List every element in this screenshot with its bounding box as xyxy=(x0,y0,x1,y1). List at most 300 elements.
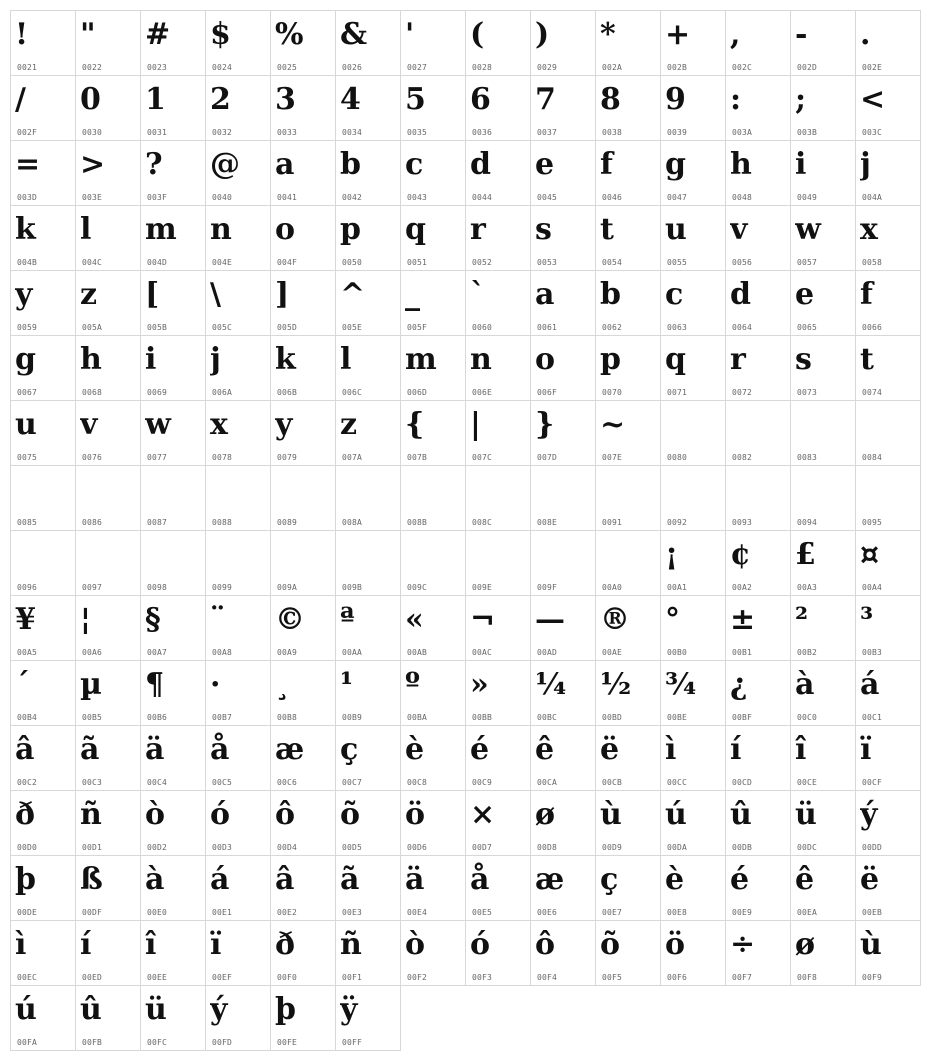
glyph-code-label: 0037 xyxy=(537,128,558,137)
glyph-char xyxy=(730,405,786,449)
glyph-cell xyxy=(270,855,336,921)
glyph-cell xyxy=(10,855,76,921)
glyph-char: ç xyxy=(600,862,619,897)
glyph-cell xyxy=(725,660,791,726)
glyph-code-label: 00FD xyxy=(212,1038,233,1047)
glyph-code-label: 00E3 xyxy=(342,908,363,917)
glyph-char: ã xyxy=(340,862,360,897)
glyph-code-label: 0033 xyxy=(277,128,298,137)
glyph-char: q xyxy=(665,342,686,377)
glyph-cell xyxy=(10,140,76,206)
glyph-cell xyxy=(465,75,531,141)
glyph-char xyxy=(210,470,266,514)
glyph-code-label: 00E2 xyxy=(277,908,298,917)
glyph-char: ö xyxy=(405,797,426,832)
glyph-cell xyxy=(205,75,271,141)
glyph-code-label: 002C xyxy=(732,63,753,72)
glyph-char: " xyxy=(80,17,96,52)
glyph-code-label: 00CE xyxy=(797,778,818,787)
glyph-code-label: 00A6 xyxy=(82,648,103,657)
glyph-code-label: 006A xyxy=(212,388,233,397)
glyph-cell xyxy=(725,10,791,76)
glyph-cell xyxy=(10,335,76,401)
glyph-char: í xyxy=(730,732,742,767)
glyph-char: ã xyxy=(80,732,100,767)
glyph-char: » xyxy=(470,667,489,702)
glyph-code-label: 0094 xyxy=(797,518,818,527)
glyph-char: k xyxy=(15,212,36,247)
glyph-code-label: 0067 xyxy=(17,388,38,397)
glyph-cell xyxy=(725,595,791,661)
glyph-char: ÷ xyxy=(730,927,756,962)
glyph-char: ä xyxy=(145,732,165,767)
glyph-cell xyxy=(595,595,661,661)
glyph-cell xyxy=(400,205,466,271)
glyph-cell xyxy=(855,660,921,726)
glyph-char: ï xyxy=(860,732,872,767)
glyph-cell xyxy=(790,400,856,466)
glyph-cell xyxy=(335,335,401,401)
glyph-char: ð xyxy=(15,797,36,832)
glyph-char: ¥ xyxy=(15,602,36,637)
glyph-code-label: 00CB xyxy=(602,778,623,787)
glyph-char: í xyxy=(80,927,92,962)
glyph-code-label: 0022 xyxy=(82,63,103,72)
glyph-cell xyxy=(400,400,466,466)
glyph-cell xyxy=(75,790,141,856)
glyph-char: â xyxy=(15,732,35,767)
glyph-cell xyxy=(400,335,466,401)
glyph-char: ù xyxy=(860,927,882,962)
glyph-char: s xyxy=(795,342,812,377)
glyph-cell xyxy=(75,985,141,1051)
glyph-char: ð xyxy=(275,927,296,962)
glyph-code-label: 00F9 xyxy=(862,973,883,982)
glyph-code-label: 0073 xyxy=(797,388,818,397)
glyph-char: t xyxy=(860,342,874,377)
glyph-char: ü xyxy=(145,992,167,1027)
glyph-cell xyxy=(205,725,271,791)
glyph-code-label: 00DE xyxy=(17,908,38,917)
glyph-code-label: 008E xyxy=(537,518,558,527)
glyph-code-label: 00F2 xyxy=(407,973,428,982)
glyph-code-label: 00F4 xyxy=(537,973,558,982)
glyph-cell xyxy=(530,270,596,336)
glyph-code-label: 009A xyxy=(277,583,298,592)
glyph-char xyxy=(535,535,591,579)
glyph-cell xyxy=(205,985,271,1051)
glyph-cell xyxy=(595,530,661,596)
glyph-cell xyxy=(400,530,466,596)
glyph-cell xyxy=(75,725,141,791)
glyph-code-label: 00DF xyxy=(82,908,103,917)
glyph-char: k xyxy=(275,342,296,377)
glyph-code-label: 0054 xyxy=(602,258,623,267)
glyph-char: î xyxy=(145,927,157,962)
glyph-cell xyxy=(10,10,76,76)
glyph-code-label: 007E xyxy=(602,453,623,462)
glyph-char: ý xyxy=(860,797,878,832)
glyph-code-label: 006F xyxy=(537,388,558,397)
glyph-char: l xyxy=(80,212,92,247)
glyph-cell xyxy=(270,595,336,661)
glyph-cell xyxy=(335,855,401,921)
glyph-char: & xyxy=(340,17,368,52)
glyph-cell xyxy=(790,335,856,401)
glyph-char: ª xyxy=(340,602,355,637)
glyph-cell xyxy=(595,270,661,336)
glyph-cell xyxy=(270,140,336,206)
glyph-char: g xyxy=(665,147,686,182)
glyph-cell xyxy=(660,205,726,271)
glyph-char: r xyxy=(470,212,486,247)
glyph-cell xyxy=(205,10,271,76)
glyph-cell xyxy=(725,465,791,531)
glyph-cell xyxy=(10,790,76,856)
glyph-char: j xyxy=(210,342,221,377)
glyph-char xyxy=(80,535,136,579)
glyph-code-label: 0058 xyxy=(862,258,883,267)
glyph-code-label: 0095 xyxy=(862,518,883,527)
glyph-char xyxy=(275,535,331,579)
glyph-char: ë xyxy=(860,862,880,897)
glyph-char: ì xyxy=(15,927,27,962)
glyph-char: ¹ xyxy=(340,667,354,702)
glyph-code-label: 004F xyxy=(277,258,298,267)
glyph-char: < xyxy=(860,82,886,117)
glyph-char: n xyxy=(470,342,492,377)
glyph-char xyxy=(665,405,721,449)
glyph-cell xyxy=(595,855,661,921)
glyph-code-label: 0043 xyxy=(407,193,428,202)
glyph-char xyxy=(600,470,656,514)
glyph-char: q xyxy=(405,212,426,247)
glyph-char: ý xyxy=(210,992,228,1027)
glyph-code-label: 0092 xyxy=(667,518,688,527)
glyph-cell xyxy=(660,920,726,986)
glyph-cell xyxy=(465,595,531,661)
glyph-char: v xyxy=(730,212,748,247)
glyph-code-label: 00AB xyxy=(407,648,428,657)
glyph-code-label: 00D9 xyxy=(602,843,623,852)
glyph-code-label: 0077 xyxy=(147,453,168,462)
glyph-code-label: 00D5 xyxy=(342,843,363,852)
glyph-char: é xyxy=(730,862,750,897)
glyph-cell xyxy=(465,790,531,856)
glyph-char: © xyxy=(275,602,305,637)
glyph-code-label: 00FC xyxy=(147,1038,168,1047)
glyph-char: ø xyxy=(795,927,816,962)
glyph-char: « xyxy=(405,602,424,637)
glyph-cell xyxy=(335,725,401,791)
glyph-cell xyxy=(790,530,856,596)
glyph-char: x xyxy=(210,407,228,442)
glyph-char: o xyxy=(275,212,296,247)
glyph-code-label: 00FA xyxy=(17,1038,38,1047)
glyph-code-label: 00AA xyxy=(342,648,363,657)
glyph-code-label: 00A5 xyxy=(17,648,38,657)
glyph-char: } xyxy=(535,407,555,442)
glyph-code-label: 0024 xyxy=(212,63,233,72)
glyph-code-label: 007C xyxy=(472,453,493,462)
glyph-code-label: 00CC xyxy=(667,778,688,787)
glyph-code-label: 00CF xyxy=(862,778,883,787)
glyph-grid xyxy=(10,10,920,1050)
glyph-char: û xyxy=(80,992,102,1027)
glyph-cell xyxy=(725,140,791,206)
glyph-code-label: 0088 xyxy=(212,518,233,527)
glyph-char: z xyxy=(80,277,98,312)
glyph-cell xyxy=(595,725,661,791)
glyph-code-label: 0099 xyxy=(212,583,233,592)
glyph-cell xyxy=(140,855,206,921)
glyph-char: s xyxy=(535,212,552,247)
glyph-char: ø xyxy=(535,797,556,832)
glyph-char: ê xyxy=(535,732,555,767)
glyph-char: ñ xyxy=(340,927,362,962)
glyph-cell xyxy=(855,595,921,661)
glyph-char xyxy=(470,470,526,514)
glyph-cell xyxy=(530,205,596,271)
glyph-cell xyxy=(10,920,76,986)
glyph-cell xyxy=(10,465,76,531)
glyph-code-label: 00D8 xyxy=(537,843,558,852)
glyph-code-label: 0059 xyxy=(17,323,38,332)
glyph-char: þ xyxy=(15,862,36,897)
glyph-code-label: 00F5 xyxy=(602,973,623,982)
glyph-code-label: 00F7 xyxy=(732,973,753,982)
glyph-cell xyxy=(140,790,206,856)
glyph-code-label: 00F0 xyxy=(277,973,298,982)
glyph-code-label: 00E4 xyxy=(407,908,428,917)
glyph-char: * xyxy=(600,17,616,52)
glyph-cell xyxy=(595,660,661,726)
glyph-char: ò xyxy=(405,927,426,962)
glyph-cell xyxy=(465,660,531,726)
glyph-char: h xyxy=(80,342,102,377)
glyph-cell xyxy=(725,75,791,141)
glyph-cell xyxy=(725,400,791,466)
glyph-code-label: 0070 xyxy=(602,388,623,397)
glyph-char: ' xyxy=(405,17,415,52)
glyph-cell xyxy=(790,465,856,531)
glyph-cell xyxy=(725,530,791,596)
glyph-code-label: 00B7 xyxy=(212,713,233,722)
glyph-cell xyxy=(400,660,466,726)
glyph-cell xyxy=(335,595,401,661)
glyph-char: ê xyxy=(795,862,815,897)
glyph-cell xyxy=(530,920,596,986)
glyph-code-label: 004E xyxy=(212,258,233,267)
glyph-code-label: 0052 xyxy=(472,258,493,267)
glyph-cell xyxy=(75,10,141,76)
glyph-char: | xyxy=(470,407,481,442)
glyph-code-label: 00A1 xyxy=(667,583,688,592)
glyph-code-label: 0046 xyxy=(602,193,623,202)
glyph-code-label: 00C2 xyxy=(17,778,38,787)
glyph-code-label: 00A2 xyxy=(732,583,753,592)
glyph-code-label: 00BF xyxy=(732,713,753,722)
glyph-code-label: 0069 xyxy=(147,388,168,397)
glyph-cell xyxy=(465,465,531,531)
glyph-char: è xyxy=(665,862,685,897)
glyph-cell xyxy=(465,400,531,466)
glyph-cell xyxy=(595,335,661,401)
glyph-cell xyxy=(855,400,921,466)
glyph-code-label: 00FB xyxy=(82,1038,103,1047)
glyph-cell xyxy=(10,530,76,596)
glyph-cell xyxy=(790,10,856,76)
glyph-cell xyxy=(10,400,76,466)
glyph-char: e xyxy=(795,277,815,312)
glyph-cell xyxy=(140,530,206,596)
glyph-cell xyxy=(270,790,336,856)
glyph-code-label: 005D xyxy=(277,323,298,332)
glyph-cell xyxy=(660,400,726,466)
glyph-cell xyxy=(660,270,726,336)
glyph-cell xyxy=(595,75,661,141)
glyph-cell xyxy=(335,530,401,596)
glyph-code-label: 0042 xyxy=(342,193,363,202)
glyph-cell xyxy=(790,270,856,336)
glyph-char: ó xyxy=(470,927,491,962)
glyph-cell xyxy=(595,10,661,76)
glyph-code-label: 005B xyxy=(147,323,168,332)
glyph-char: è xyxy=(405,732,425,767)
glyph-cell xyxy=(465,855,531,921)
glyph-code-label: 0036 xyxy=(472,128,493,137)
glyph-char: ï xyxy=(210,927,222,962)
glyph-cell xyxy=(400,465,466,531)
glyph-code-label: 00C5 xyxy=(212,778,233,787)
glyph-code-label: 00CD xyxy=(732,778,753,787)
glyph-cell xyxy=(335,465,401,531)
glyph-code-label: 00ED xyxy=(82,973,103,982)
glyph-code-label: 00C7 xyxy=(342,778,363,787)
glyph-code-label: 007D xyxy=(537,453,558,462)
glyph-cell xyxy=(205,595,271,661)
glyph-char: ú xyxy=(665,797,687,832)
glyph-cell xyxy=(790,855,856,921)
glyph-code-label: 00E7 xyxy=(602,908,623,917)
glyph-char: % xyxy=(275,17,304,52)
glyph-char: # xyxy=(145,17,171,52)
glyph-char: c xyxy=(405,147,424,182)
glyph-code-label: 002E xyxy=(862,63,883,72)
glyph-code-label: 005F xyxy=(407,323,428,332)
glyph-code-label: 00BB xyxy=(472,713,493,722)
glyph-cell xyxy=(10,985,76,1051)
glyph-cell xyxy=(660,335,726,401)
glyph-code-label: 006C xyxy=(342,388,363,397)
glyph-cell xyxy=(335,140,401,206)
glyph-char: î xyxy=(795,732,807,767)
glyph-cell xyxy=(595,465,661,531)
glyph-code-label: 009E xyxy=(472,583,493,592)
glyph-char: j xyxy=(860,147,871,182)
glyph-cell xyxy=(855,855,921,921)
glyph-code-label: 004A xyxy=(862,193,883,202)
glyph-code-label: 0023 xyxy=(147,63,168,72)
glyph-code-label: 003E xyxy=(82,193,103,202)
glyph-code-label: 0048 xyxy=(732,193,753,202)
glyph-char: _ xyxy=(405,277,420,312)
glyph-char: à xyxy=(795,667,815,702)
glyph-code-label: 0064 xyxy=(732,323,753,332)
glyph-char: ( xyxy=(470,17,485,52)
glyph-code-label: 0083 xyxy=(797,453,818,462)
glyph-cell xyxy=(400,75,466,141)
glyph-code-label: 005C xyxy=(212,323,233,332)
glyph-code-label: 00FF xyxy=(342,1038,363,1047)
glyph-char: ¤ xyxy=(860,537,880,572)
glyph-char: ö xyxy=(665,927,686,962)
glyph-code-label: 00BC xyxy=(537,713,558,722)
glyph-char: ~ xyxy=(600,407,626,442)
glyph-cell xyxy=(10,270,76,336)
glyph-char: ú xyxy=(15,992,37,1027)
glyph-cell xyxy=(335,660,401,726)
glyph-char: ) xyxy=(535,17,550,52)
glyph-cell xyxy=(335,10,401,76)
glyph-cell xyxy=(75,140,141,206)
glyph-cell xyxy=(10,660,76,726)
glyph-code-label: 0049 xyxy=(797,193,818,202)
glyph-cell xyxy=(725,270,791,336)
glyph-char: : xyxy=(730,82,742,117)
glyph-cell xyxy=(335,270,401,336)
glyph-cell xyxy=(75,205,141,271)
glyph-cell xyxy=(270,465,336,531)
glyph-cell xyxy=(205,465,271,531)
glyph-cell xyxy=(855,335,921,401)
glyph-char: n xyxy=(210,212,232,247)
glyph-cell xyxy=(75,335,141,401)
glyph-cell xyxy=(335,205,401,271)
glyph-code-label: 0079 xyxy=(277,453,298,462)
glyph-code-label: 0089 xyxy=(277,518,298,527)
glyph-code-label: 0028 xyxy=(472,63,493,72)
glyph-cell xyxy=(270,920,336,986)
glyph-char: ¼ xyxy=(535,667,567,702)
glyph-code-label: 00B6 xyxy=(147,713,168,722)
glyph-char: ± xyxy=(730,602,756,637)
glyph-char: [ xyxy=(145,277,160,312)
glyph-char: r xyxy=(730,342,746,377)
glyph-code-label: 002A xyxy=(602,63,623,72)
glyph-cell xyxy=(75,400,141,466)
glyph-cell xyxy=(75,75,141,141)
glyph-char: ½ xyxy=(600,667,632,702)
glyph-char: à xyxy=(145,862,165,897)
glyph-char: 8 xyxy=(600,82,621,117)
glyph-char: ! xyxy=(15,17,29,52)
glyph-code-label: 00D3 xyxy=(212,843,233,852)
glyph-code-label: 00DC xyxy=(797,843,818,852)
glyph-code-label: 00E9 xyxy=(732,908,753,917)
glyph-char: ^ xyxy=(340,277,366,312)
glyph-cell xyxy=(140,75,206,141)
glyph-code-label: 00C1 xyxy=(862,713,883,722)
glyph-cell xyxy=(660,660,726,726)
glyph-code-label: 00BA xyxy=(407,713,428,722)
glyph-code-label: 0060 xyxy=(472,323,493,332)
glyph-char: y xyxy=(275,407,293,442)
glyph-cell xyxy=(205,855,271,921)
glyph-char: > xyxy=(80,147,106,182)
glyph-char xyxy=(405,535,461,579)
glyph-char: ® xyxy=(600,602,630,637)
